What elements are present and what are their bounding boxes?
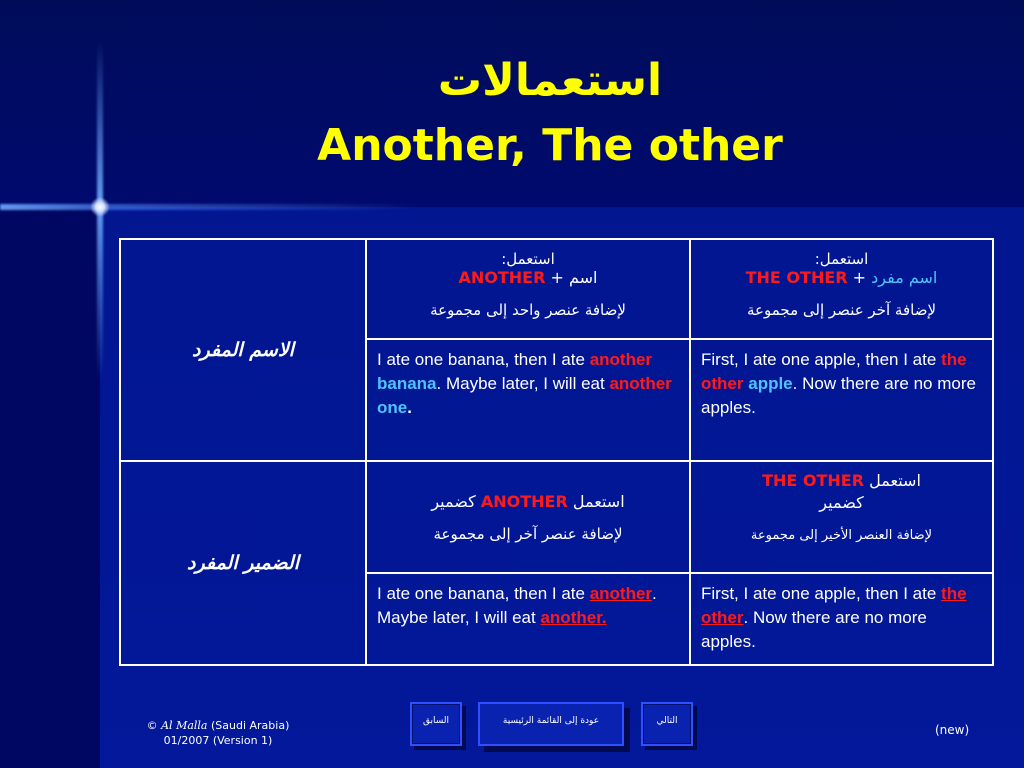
rule-header: استعمل:: [814, 250, 869, 268]
keyword-another: another.: [540, 608, 607, 627]
rule-description: لإضافة عنصر آخر إلى مجموعة: [433, 524, 623, 543]
example-text: First, I ate one apple, then I ate: [701, 584, 942, 603]
light-flare-core: [90, 197, 110, 217]
rule-text: استعمل: [869, 471, 921, 490]
slide-title-arabic: استعمالات: [437, 55, 663, 106]
light-flare-horizontal: [0, 204, 420, 210]
example-the-other-noun: [690, 339, 993, 461]
example-text: . Maybe later, I will eat: [377, 584, 657, 627]
rule-keyword: ANOTHER: [458, 268, 546, 287]
home-menu-button[interactable]: عودة إلى القائمة الرئيسية: [478, 702, 624, 746]
next-button[interactable]: التالي: [641, 702, 693, 746]
rule-text: كضمير: [431, 491, 476, 511]
rule-noun: اسم مفرد: [871, 268, 938, 287]
rule-description: لإضافة عنصر واحد إلى مجموعة: [430, 301, 626, 319]
example-text: . Now there are no more apples.: [701, 608, 927, 651]
example-text: I ate one banana, then I ate: [377, 350, 590, 369]
rule-description: لإضافة آخر عنصر إلى مجموعة: [747, 301, 936, 319]
brand-name: Al Malla: [161, 719, 208, 732]
rule-keyword: THE OTHER: [745, 268, 848, 287]
rule-text: استعمل: [572, 491, 625, 511]
rule-another-pronoun: [366, 461, 690, 573]
slide-title-english: Another, The other: [317, 120, 783, 171]
rule-plus: +: [847, 268, 872, 287]
rule-description: لإضافة العنصر الأخير إلى مجموعة: [750, 528, 933, 543]
country-text: (Saudi Arabia): [207, 719, 290, 732]
keyword-the-other: the other: [701, 584, 967, 627]
row-label-singular-noun: الاسم المفرد: [120, 239, 366, 461]
example-text: . Maybe later, I will eat: [436, 374, 610, 393]
rule-the-other-noun: [690, 239, 993, 339]
example-period: .: [407, 398, 412, 417]
rule-the-other-pronoun: [690, 461, 993, 573]
example-text: First, I ate one apple, then I ate: [701, 350, 942, 369]
keyword-noun: one: [377, 398, 408, 417]
rule-noun: اسم: [569, 268, 598, 287]
row-label-singular-pronoun: الضمير المفرد: [120, 461, 366, 665]
rule-keyword: ANOTHER: [480, 491, 568, 511]
copyright-symbol: ©: [146, 719, 162, 732]
version-text: 01/2007 (Version 1): [163, 734, 273, 747]
rule-keyword: THE OTHER: [762, 471, 865, 490]
new-label: (new): [935, 723, 970, 737]
keyword-the-other: the other: [701, 350, 967, 393]
keyword-another: another: [589, 350, 653, 369]
rule-plus: +: [545, 268, 569, 287]
copyright-credit: [118, 718, 318, 748]
example-another-pronoun: [366, 573, 690, 665]
rule-another-noun: [366, 239, 690, 339]
example-the-other-pronoun: [690, 573, 993, 665]
keyword-noun: apple: [748, 374, 793, 393]
example-text: . Now there are no more apples.: [701, 374, 976, 417]
previous-button[interactable]: السابق: [410, 702, 462, 746]
keyword-noun: banana: [377, 374, 437, 393]
rule-header: استعمل:: [501, 250, 555, 268]
usage-table: [119, 238, 994, 666]
example-text: I ate one banana, then I ate: [377, 584, 590, 603]
example-another-noun: [366, 339, 690, 461]
rule-text: كضمير: [819, 493, 864, 512]
keyword-another: another: [609, 374, 672, 393]
left-band: [0, 207, 100, 768]
keyword-another: another: [589, 584, 653, 603]
